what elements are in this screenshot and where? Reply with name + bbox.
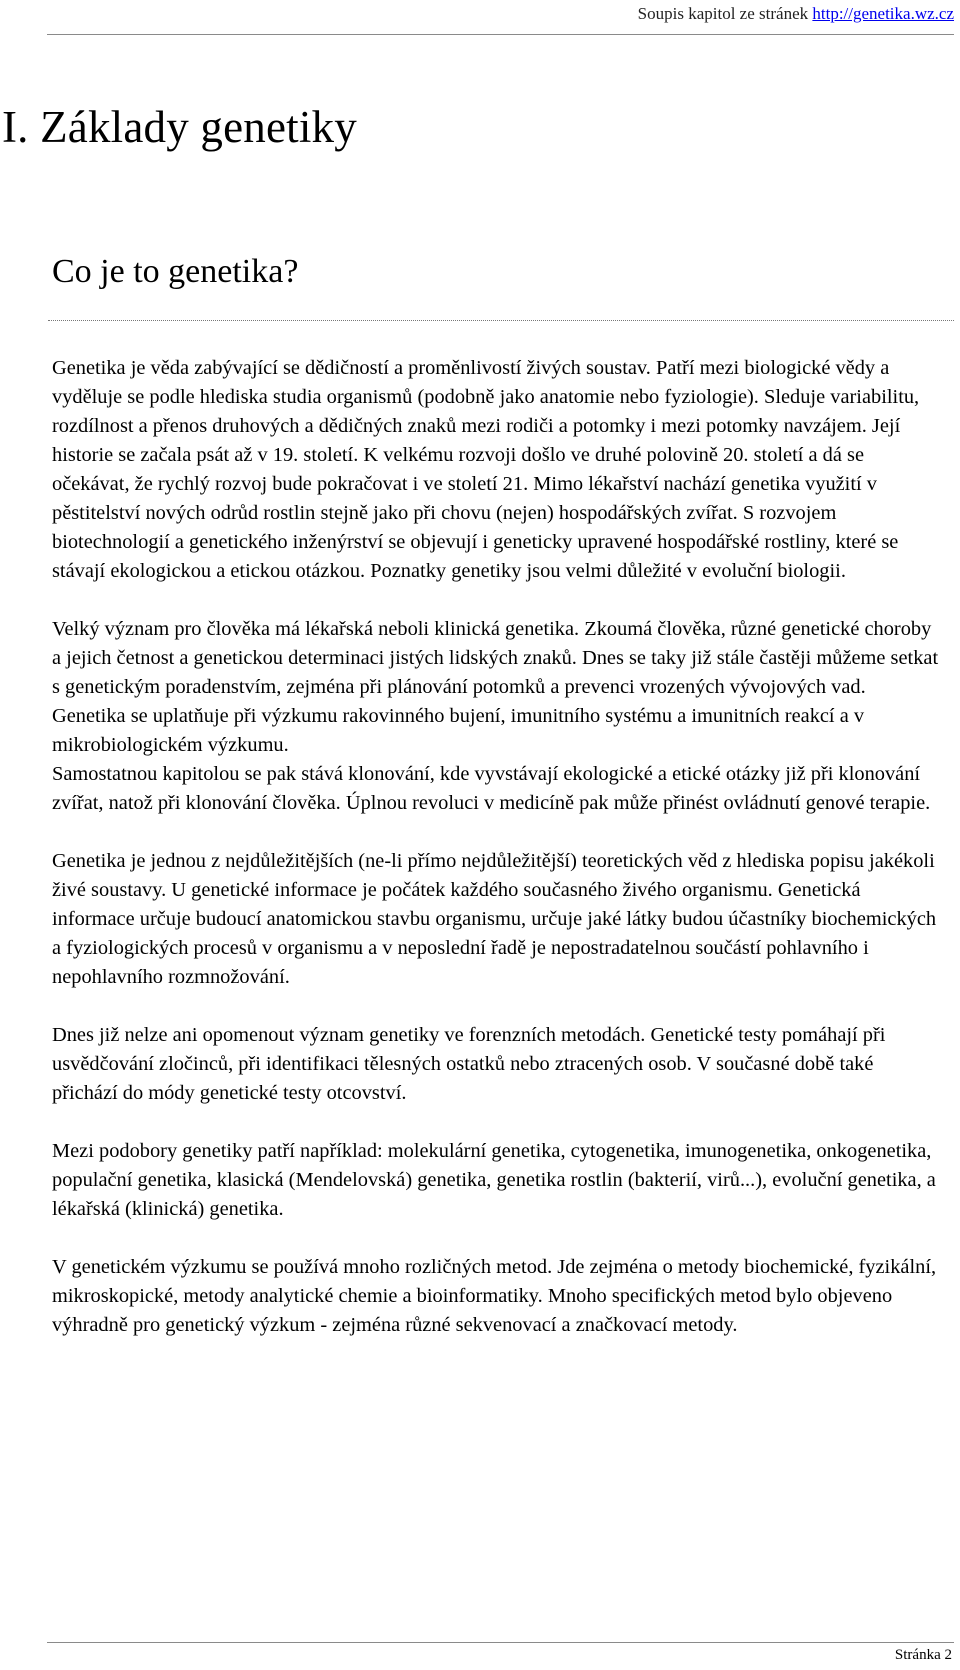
- paragraph-importance: Genetika je jednou z nejdůležitějších (ne-li přímo nejdůležitější) teoretických věd z hlediska popisu jakékoli živé soustavy. U genetické informace je počátek každého současného živého organismu. Genetická informace určuje budoucí anatomickou stavbu organismu, určuje jaké látky budou účastníky biochemických a fyziologických procesů v organismu a v neposlední řadě je nepostradatelnou součástí pohlavního i nepohlavního rozmnožování.: [52, 850, 937, 988]
- paragraph-cloning: Samostatnou kapitolou se pak stává klonování, kde vyvstávají ekologické a etické otázky již při klonování zvířat, natož při klonování člověka. Úplnou revoluci v medicíně pak může přinést ovládnutí genové terapie.: [52, 763, 931, 814]
- page-header: [638, 4, 954, 24]
- paragraph-intro: Genetika je věda zabývající se dědičností a proměnlivostí živých soustav. Patří mezi biologické vědy a vyděluje se podle hlediska studia organismů (podobně jako anatomie nebo fyziologie). Sleduje variabilitu, rozdílnost a přenos druhových a dědičných znaků mezi rodiči a potomky i mezi potomky navzájem. Její historie se začala psát až v 19. století. K velkému rozvoji došlo ve druhé polovině 20. století a dá se očekávat, že rychlý rozvoj bude pokračovat i ve století 21. Mimo lékařství nachází genetika využití v pěstitelství nových odrůd rostlin stejně jako při chovu (nejen) hospodářských zvířat. S rozvojem biotechnologií a genetického inženýrství se objevují i geneticky upravené hospodářské rostliny, které se stávají ekologickou a etickou otázkou. Poznatky genetiky jsou velmi důležité v evoluční biologii.: [52, 357, 920, 582]
- header-link[interactable]: http://genetika.wz.cz: [812, 4, 954, 23]
- page-number: Stránka 2: [894, 1647, 952, 1663]
- paragraph-research: Genetika se uplatňuje při výzkumu rakovinného bujení, imunitního systému a imunitních reakcí a v mikrobiologickém výzkumu.: [52, 705, 865, 756]
- chapter-title: I. Základy genetiky: [2, 102, 357, 152]
- section-title: Co je to genetika?: [52, 253, 299, 290]
- footer-divider: [47, 1642, 954, 1643]
- paragraph-forensics: Dnes již nelze ani opomenout význam genetiky ve forenzních metodách. Genetické testy pomáhají při usvědčování zločinců, při identifikaci tělesných ostatků nebo ztracených osob. V současné době také přichází do módy genetické testy otcovství.: [52, 1024, 886, 1104]
- header-divider: [47, 34, 954, 35]
- article-body: [52, 354, 942, 1340]
- section-divider: [48, 320, 954, 321]
- header-text: Soupis kapitol ze stránek: [637, 4, 813, 23]
- paragraph-medical-genetics: Velký význam pro člověka má lékařská neboli klinická genetika. Zkoumá člověka, různé genetické choroby a jejich četnost a genetickou determinaci jistých lidských znaků. Dnes se taky již stále častěji můžeme setkat s genetickým poradenstvím, zejména při plánování potomků a prevenci vrozených vývojových vad.: [52, 618, 939, 698]
- paragraph-methods: V genetickém výzkumu se používá mnoho rozličných metod. Jde zejména o metody biochemické, fyzikální, mikroskopické, metody analytické chemie a bioinformatiky. Mnoho specifických metod bylo objeveno výhradně pro genetický výzkum - zejména různé sekvenovací a značkovací metody.: [52, 1256, 937, 1336]
- paragraph-subfields: Mezi podobory genetiky patří například: molekulární genetika, cytogenetika, imunogenetika, onkogenetika, populační genetika, klasická (Mendelovská) genetika, genetika rostlin (bakterií, virů...), evoluční genetika, a lékařská (klinická) genetika.: [52, 1140, 936, 1220]
